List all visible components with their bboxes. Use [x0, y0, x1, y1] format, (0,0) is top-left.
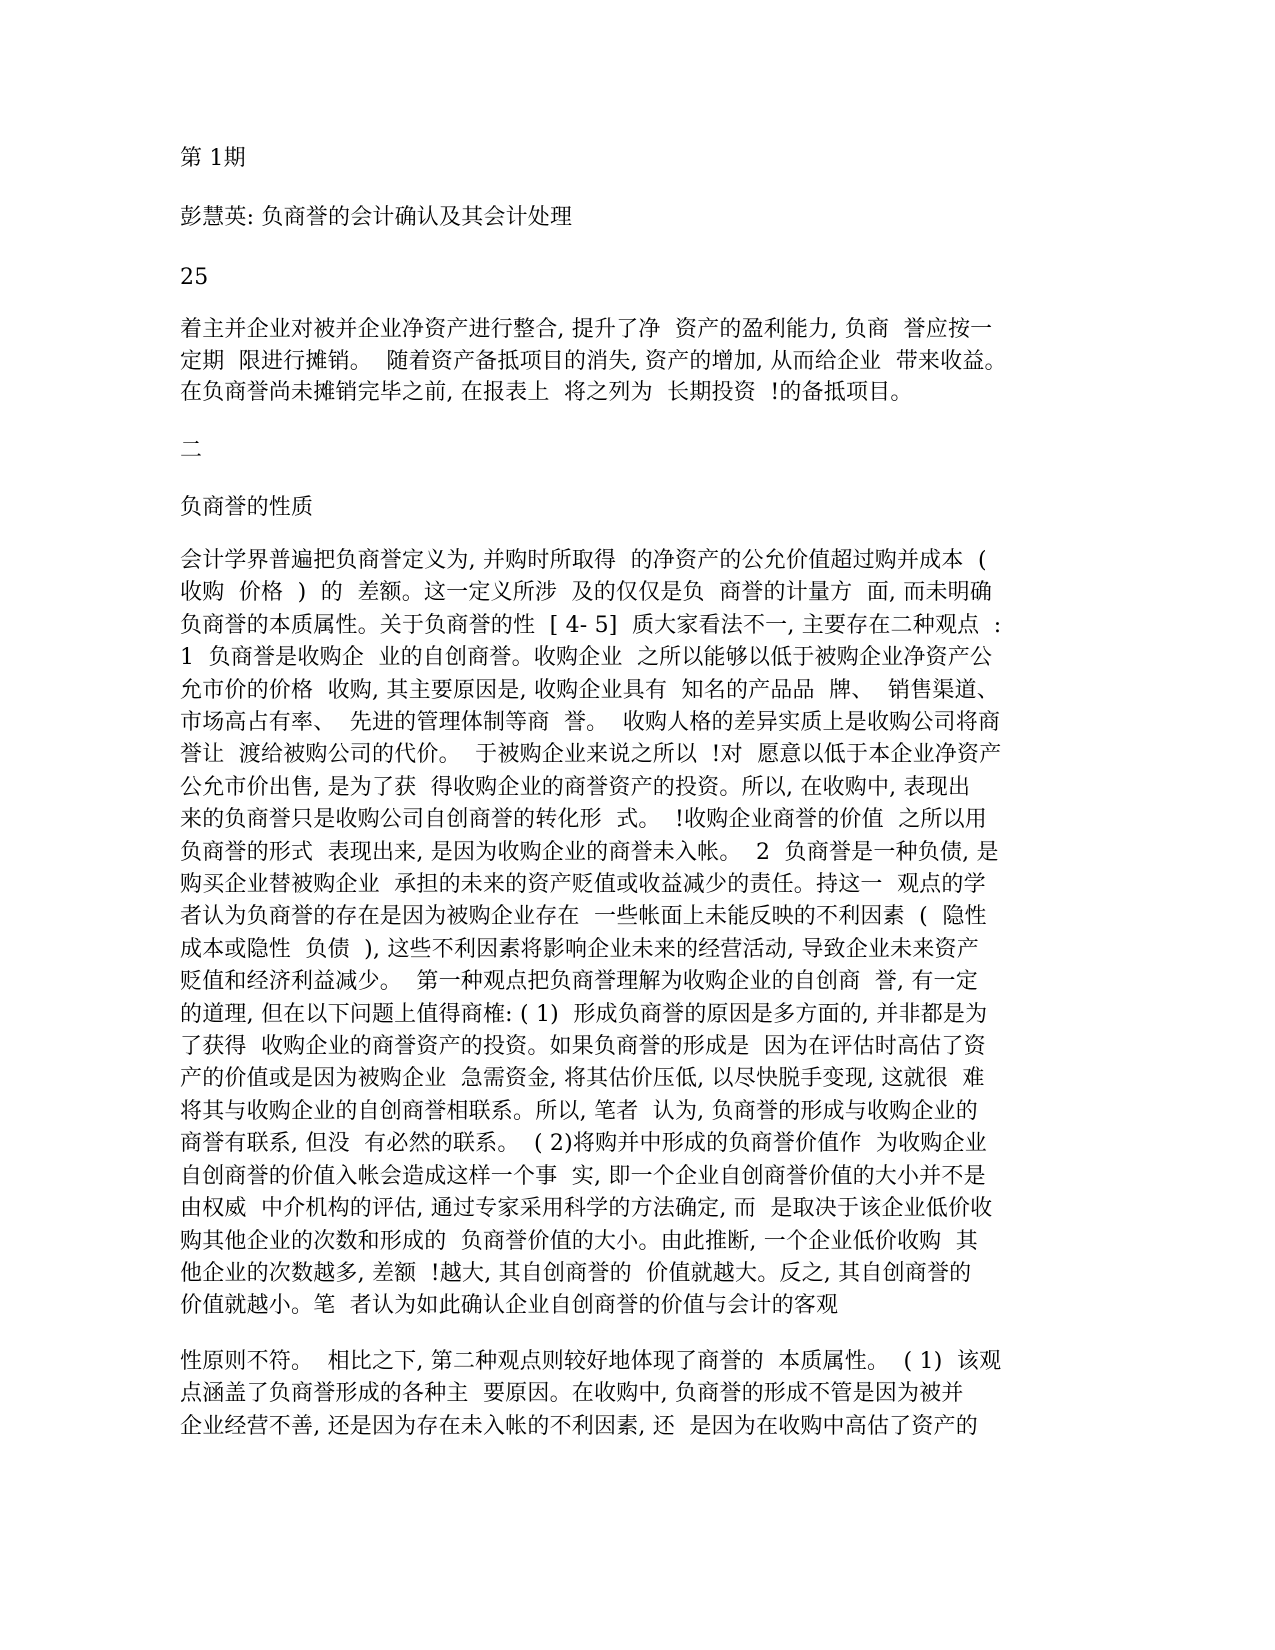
text-line: 性原则不符。 相比之下, 第二种观点则较好地体现了商誉的 本质属性。 ( 1) 该观 — [180, 1349, 1002, 1374]
text-line: 市场高占有率、 先进的管理体制等商 誉。 收购人格的差异实质上是收购公司将商 — [180, 710, 1001, 735]
text-line: 负商誉的形式 表现出来, 是因为收购企业的商誉未入帐。 2 负商誉是一种负债, 是 — [180, 840, 999, 865]
text-line: 点涵盖了负商誉形成的各种主 要原因。在收购中, 负商誉的形成不管是因为被并 — [180, 1381, 964, 1406]
text-line: 自创商誉的价值入帐会造成这样一个事 实, 即一个企业自创商誉价值的大小并不是 — [180, 1164, 986, 1189]
page-number: 25 — [180, 265, 209, 290]
text-line: 誉让 渡给被购公司的代价。 于被购企业来说之所以 !对 愿意以低于本企业净资产 — [180, 742, 1002, 767]
text-line: 他企业的次数越多, 差额 !越大, 其自创商誉的 价值就越大。反之, 其自创商誉的 — [180, 1261, 972, 1286]
text-line: 来的负商誉只是收购公司自创商誉的转化形 式。 !收购企业商誉的价值 之所以用 — [180, 807, 988, 832]
text-line: 由权威 中介机构的评估, 通过专家采用科学的方法确定, 而 是取决于该企业低价收 — [180, 1196, 993, 1221]
issue-label: 第 1期 — [180, 146, 246, 171]
running-title: 彭慧英: 负商誉的会计确认及其会计处理 — [180, 205, 573, 230]
text-line: 的道理, 但在以下问题上值得商榷: ( 1) 形成负商誉的原因是多方面的, 并非都是为 — [180, 1002, 988, 1027]
text-line: 允市价的价格 收购, 其主要原因是, 收购企业具有 知名的产品品 牌、 销售渠道、 — [180, 678, 999, 703]
section-title: 负商誉的性质 — [180, 495, 314, 520]
text-line: 定期 限进行摊销。 随着资产备抵项目的消失, 资产的增加, 从而给企业 带来收益。 — [180, 349, 1007, 374]
text-line: 将其与收购企业的自创商誉相联系。所以, 笔者 认为, 负商誉的形成与收购企业的 — [180, 1099, 978, 1124]
section-number: 二 — [180, 438, 203, 463]
text-line: 会计学界普遍把负商誉定义为, 并购时所取得 的净资产的公允价值超过购并成本 ( — [180, 548, 987, 573]
text-line: 1 负商誉是收购企 业的自创商誉。收购企业 之所以能够以低于被购企业净资产公 — [180, 645, 993, 670]
text-line: 成本或隐性 负债 ), 这些不利因素将影响企业未来的经营活动, 导致企业未来资产 — [180, 937, 979, 962]
text-line: 在负商誉尚未摊销完毕之前, 在报表上 将之列为 长期投资 !的备抵项目。 — [180, 380, 913, 405]
text-line: 购其他企业的次数和形成的 负商誉价值的大小。由此推断, 一个企业低价收购 其 — [180, 1229, 978, 1254]
text-line: 贬值和经济利益减少。 第一种观点把负商誉理解为收购企业的自创商 誉, 有一定 — [180, 969, 978, 994]
text-line: 负商誉的本质属性。关于负商誉的性 [ 4- 5] 质大家看法不一, 主要存在二种观点 : — [180, 613, 1002, 638]
text-line: 了获得 收购企业的商誉资产的投资。如果负商誉的形成是 因为在评估时高估了资 — [180, 1034, 986, 1059]
text-line: 购买企业替被购企业 承担的未来的资产贬值或收益减少的责任。持这一 观点的学 — [180, 872, 986, 897]
text-line: 企业经营不善, 还是因为存在未入帐的不利因素, 还 是因为在收购中高估了资产的 — [180, 1414, 978, 1439]
text-line: 价值就越小。笔 者认为如此确认企业自创商誉的价值与会计的客观 — [180, 1293, 839, 1318]
text-line: 者认为负商誉的存在是因为被购企业存在 一些帐面上未能反映的不利因素 ( 隐性 — [180, 904, 987, 929]
text-line: 商誉有联系, 但没 有必然的联系。 ( 2)将购并中形成的负商誉价值作 为收购企业 — [180, 1131, 987, 1156]
text-line: 着主并企业对被并企业净资产进行整合, 提升了净 资产的盈利能力, 负商 誉应按一 — [180, 317, 993, 342]
text-line: 收购 价格 ) 的 差额。这一定义所涉 及的仅仅是负 商誉的计量方 面, 而未明确 — [180, 580, 993, 605]
text-line: 产的价值或是因为被购企业 急需资金, 将其估价压低, 以尽快脱手变现, 这就很 难 — [180, 1066, 985, 1091]
text-line: 公允市价出售, 是为了获 得收购企业的商誉资产的投资。所以, 在收购中, 表现出 — [180, 775, 971, 800]
